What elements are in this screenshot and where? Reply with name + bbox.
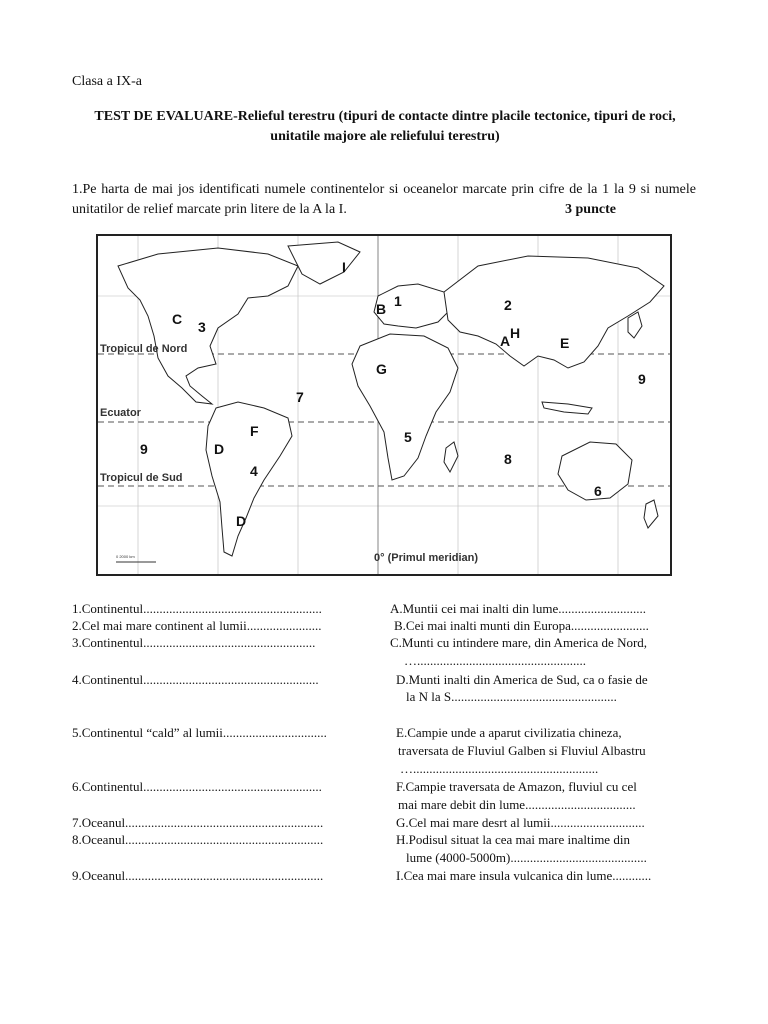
- marker-H: H: [510, 325, 521, 341]
- marker-9-pacific-east: 9: [638, 371, 646, 387]
- japan-shape: [628, 312, 642, 338]
- north-america-shape: [118, 248, 298, 404]
- marker-6: 6: [594, 483, 602, 499]
- answer-line-7: 7.Oceanul.............................................................: [72, 815, 324, 830]
- world-map-svg: [98, 236, 670, 574]
- continents: [118, 242, 664, 556]
- answer-line-4: 4.Continentul......................................................: [72, 672, 319, 687]
- question-1: [72, 180, 696, 220]
- answer-line-H-cont: lume (4000-5000m)..........................................: [406, 850, 647, 865]
- africa-shape: [352, 334, 458, 480]
- marker-A: A: [500, 333, 511, 349]
- answer-line-B: B.Cei mai inalti munti din Europa........................: [394, 618, 649, 633]
- marker-E: E: [560, 335, 570, 351]
- marker-7: 7: [296, 389, 304, 405]
- marker-9-pacific-west: 9: [140, 441, 148, 457]
- title-line-1: TEST DE EVALUARE-Relieful terestru (tipuri de contacte dintre placile tectonice, tipuri de roci,: [94, 109, 676, 124]
- marker-I: I: [342, 259, 346, 275]
- marker-D-south: D: [236, 513, 247, 529]
- answer-line-E: E.Campie unde a aparut civilizatia chineza,: [396, 725, 622, 740]
- class-label: Clasa a IX-a: [72, 74, 142, 89]
- title-line-2: unitatile majore ale reliefului terestru): [270, 129, 500, 144]
- marker-F: F: [250, 423, 259, 439]
- answer-line-6: 6.Continentul.......................................................: [72, 779, 322, 794]
- marker-B: B: [376, 301, 387, 317]
- answer-line-2: 2.Cel mai mare continent al lumii.......................: [72, 618, 322, 633]
- tropic-north-label: Tropicul de Nord: [100, 343, 188, 355]
- marker-4: 4: [250, 463, 258, 479]
- answer-line-3: 3.Continentul.....................................................: [72, 635, 316, 650]
- greenland-shape: [288, 242, 360, 284]
- asia-shape: [444, 256, 664, 368]
- answer-line-1: 1.Continentul.......................................................: [72, 601, 322, 616]
- question-1-points: 3 puncte: [565, 202, 616, 217]
- answer-line-D-cont: la N la S...................................................: [406, 689, 617, 704]
- marker-5: 5: [404, 429, 412, 445]
- answer-line-A: A.Muntii cei mai inalti din lume...........................: [390, 601, 647, 616]
- answer-line-F-cont: mai mare debit din lume..................................: [398, 797, 636, 812]
- marker-2: 2: [504, 297, 512, 313]
- answer-line-8: 8.Oceanul.............................................................: [72, 832, 324, 847]
- scale-label: 0 2000 km: [116, 554, 135, 559]
- answer-line-H: H.Podisul situat la cea mai mare inaltime din: [396, 832, 630, 847]
- answer-line-E-blank: ….........................................................: [400, 761, 599, 776]
- answer-line-C-cont: …....................................................: [404, 653, 586, 668]
- madagascar-shape: [444, 442, 458, 472]
- answer-line-I: I.Cea mai mare insula vulcanica din lume............: [396, 868, 652, 883]
- marker-G: G: [376, 361, 387, 377]
- marker-3: 3: [198, 319, 206, 335]
- answer-line-F: F.Campie traversata de Amazon, fluviul cu cel: [396, 779, 637, 794]
- marker-1: 1: [394, 293, 402, 309]
- answer-line-5: 5.Continentul “cald” al lumii................................: [72, 725, 327, 740]
- equator-label: Ecuator: [100, 407, 141, 419]
- marker-C: C: [172, 311, 183, 327]
- answer-line-E-cont: traversata de Fluviul Galben si Fluviul Albastru: [398, 743, 646, 758]
- south-america-shape: [206, 402, 292, 556]
- answer-line-C: C.Munti cu intindere mare, din America de Nord,: [390, 635, 648, 650]
- answer-line-9: 9.Oceanul.............................................................: [72, 868, 324, 883]
- world-map: [96, 234, 672, 576]
- question-1-text: 1.Pe harta de mai jos identificati numele continentelor si oceanelor marcate prin cifre de la 1 la 9 si numele unitatilor de relief marcate prin litere de la A la I.: [72, 182, 696, 217]
- marker-D-north: D: [214, 441, 225, 457]
- indonesia-shape: [542, 402, 592, 414]
- prime-meridian-label: 0° (Primul meridian): [374, 552, 479, 564]
- new-zealand-shape: [644, 500, 658, 528]
- answer-line-G: G.Cel mai mare desrt al lumii.............................: [396, 815, 645, 830]
- answer-line-D: D.Munti inalti din America de Sud, ca o fasie de: [396, 672, 648, 687]
- test-title: [60, 107, 710, 147]
- tropic-south-label: Tropicul de Sud: [100, 472, 183, 484]
- marker-8: 8: [504, 451, 512, 467]
